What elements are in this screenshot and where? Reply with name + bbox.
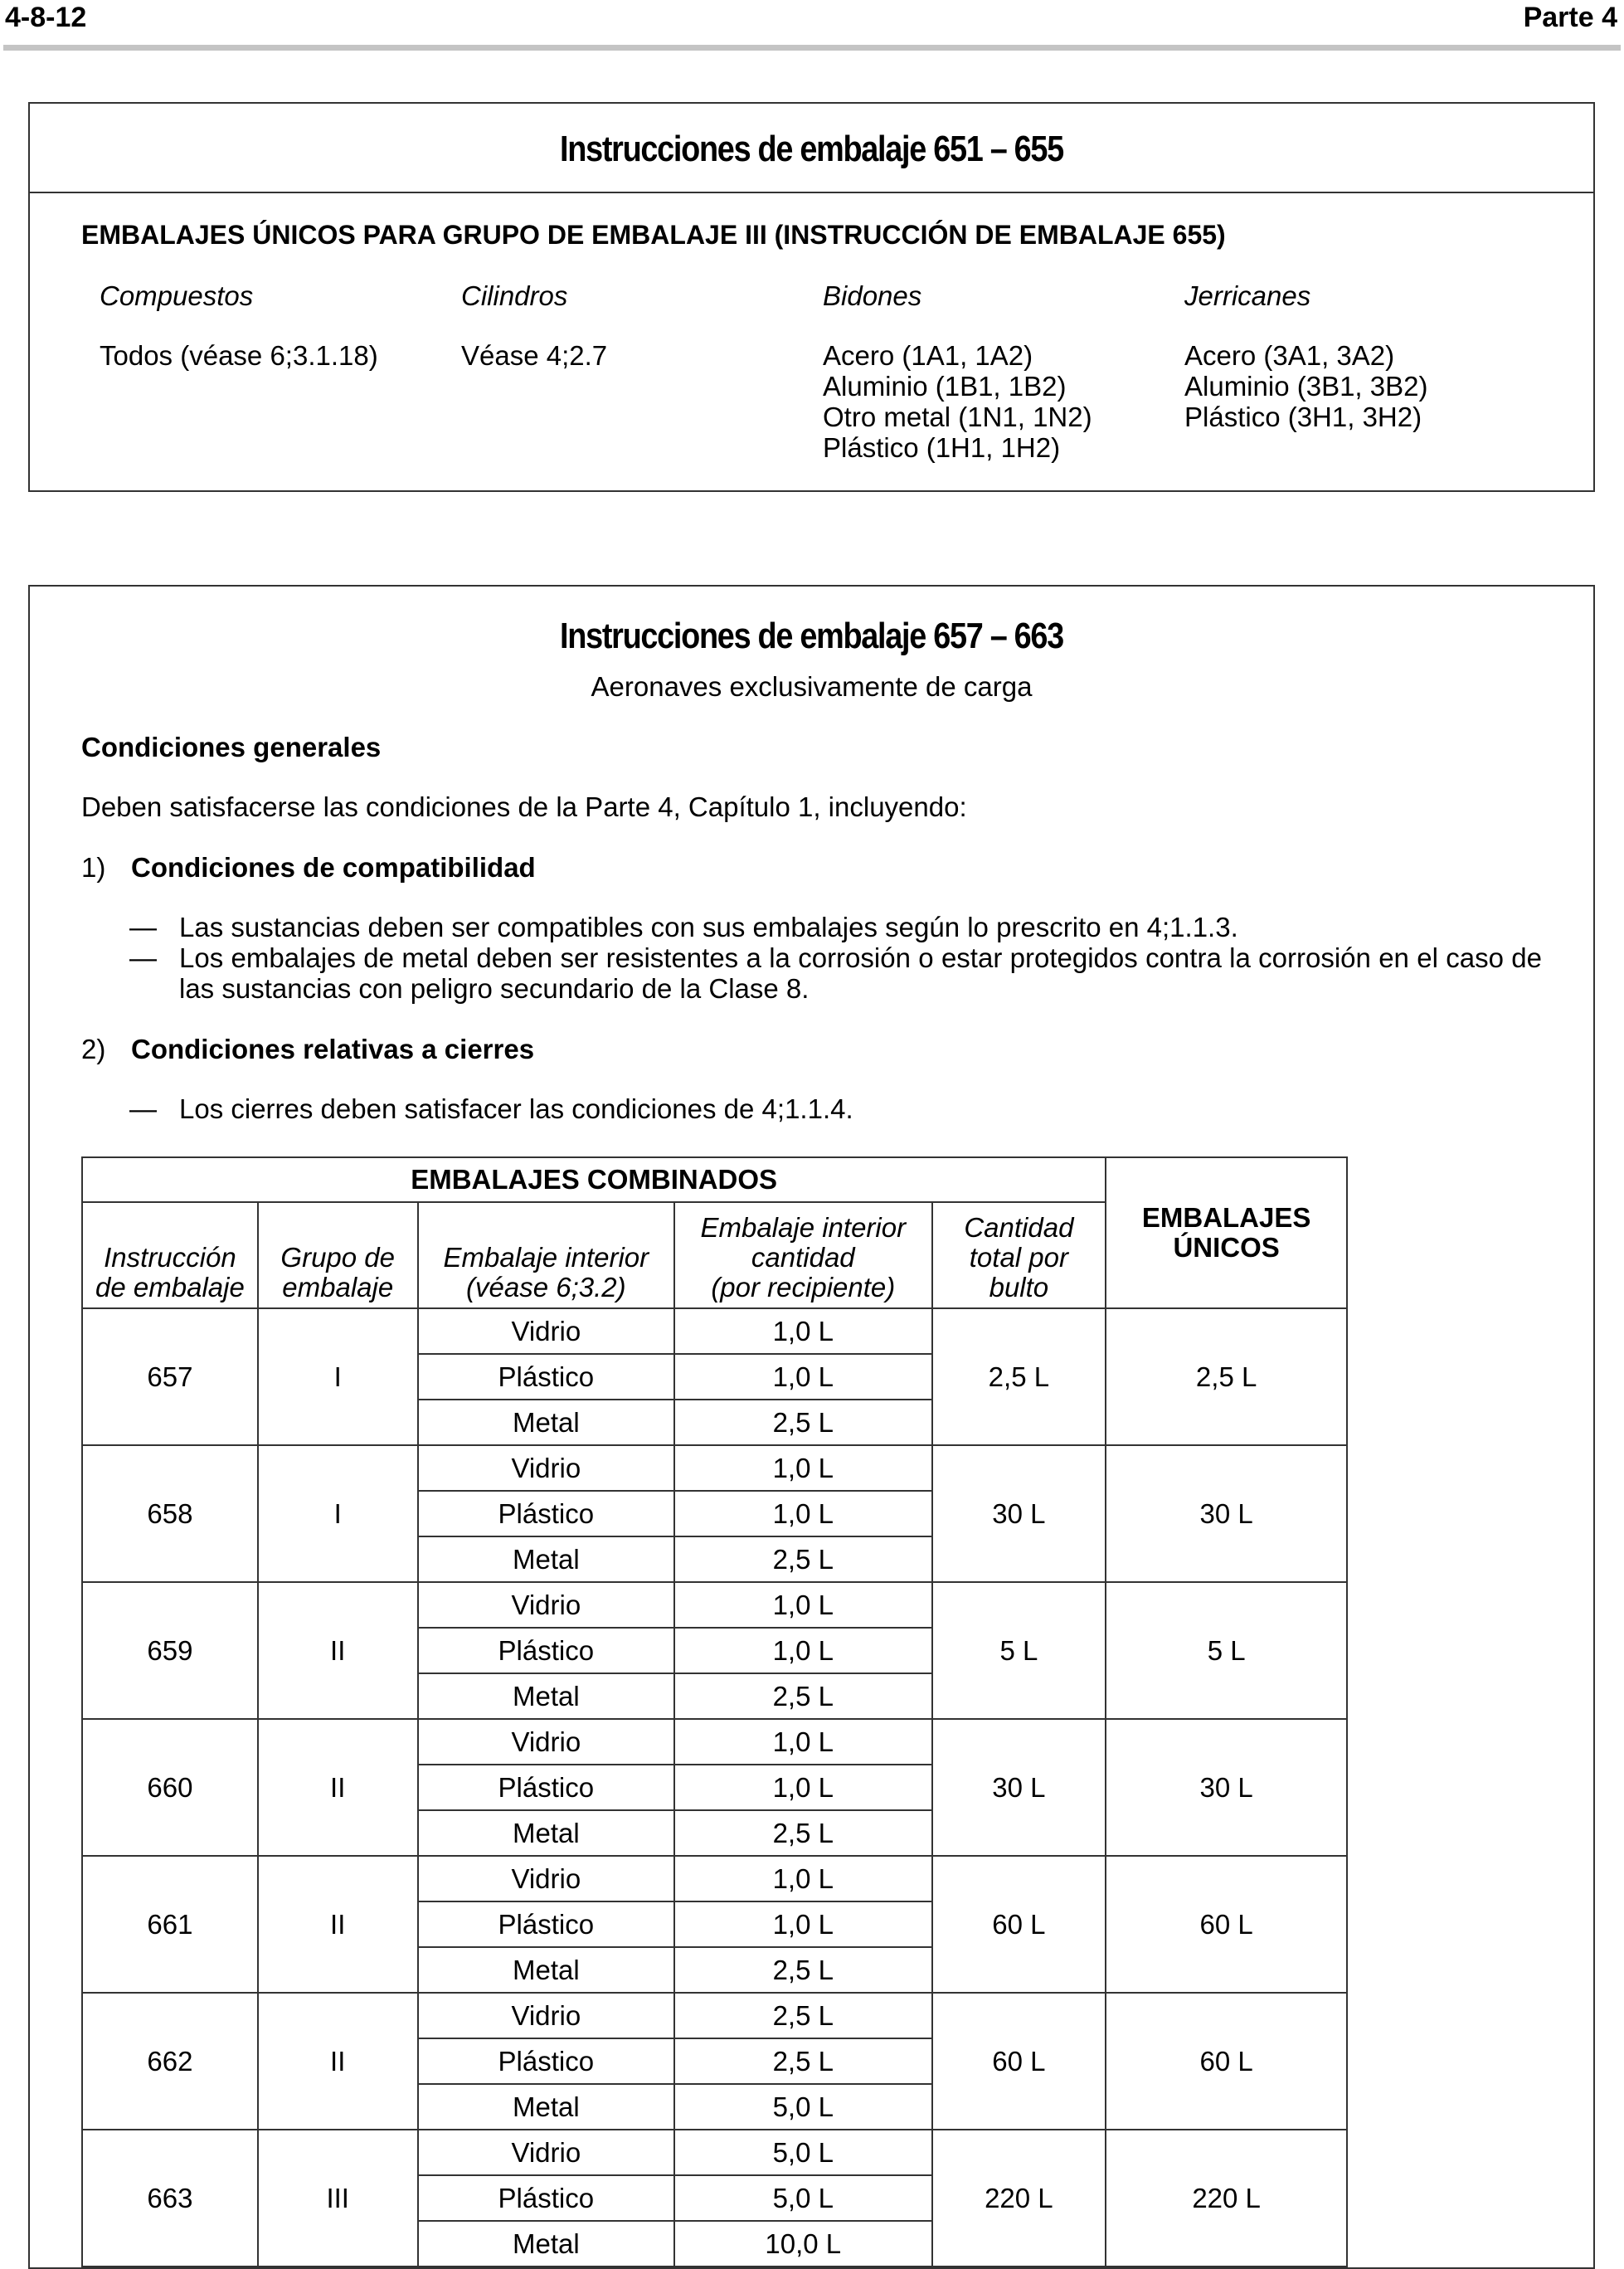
condition-2-heading: Condiciones relativas a cierres [131,1034,535,1064]
table-row [82,1308,1347,1354]
inner-quantity-cell: 2,5 L [674,1400,931,1445]
column-line: Acero (1A1, 1A2) [823,340,1033,371]
column-header: Compuestos [100,280,254,311]
single-packaging-cell: 60 L [1106,1856,1347,1993]
inner-packaging-cell: Plástico [418,2038,674,2084]
header-line: Grupo de [280,1242,396,1273]
condition-item-text: Los cierres deben satisfacer las condiciones de 4;1.1.4. [179,1093,853,1124]
header-line: de embalaje [95,1272,245,1302]
inner-quantity-cell: 5,0 L [674,2130,931,2175]
header-line: cantidad [751,1242,855,1273]
column-jerricanes [1184,280,1427,432]
condition-item-text: Las sustancias deben ser compatibles con sus embalajes según lo prescrito en 4;1.1.3. [179,912,1238,942]
condition-item-text: Los embalajes de metal deben ser resistentes a la corrosión o estar protegidos contra la corrosión en el caso de las sustancias con peligro secundario de la Clase 8. [179,942,1542,1004]
inner-packaging-cell: Metal [418,1536,674,1582]
packing-group-header [258,1202,418,1308]
general-conditions-heading: Condiciones generales [81,732,382,762]
column-line: Plástico (1H1, 1H2) [823,432,1061,463]
table-row [82,2130,1347,2175]
inner-packaging-header [418,1202,674,1308]
packing-instructions-657-663-box [28,585,1595,2269]
packing-instruction-cell: 658 [82,1445,258,1582]
general-conditions-intro: Deben satisfacerse las condiciones de la Parte 4, Capítulo 1, incluyendo: [81,791,967,822]
packing-instruction-cell: 659 [82,1582,258,1719]
single-packaging-cell: 30 L [1106,1445,1347,1582]
page-number: 4-8-12 [5,2,87,33]
total-quantity-cell: 60 L [932,1993,1106,2130]
inner-packaging-cell: Metal [418,1673,674,1719]
total-quantity-cell: 5 L [932,1582,1106,1719]
single-packaging-cell: 30 L [1106,1719,1347,1856]
inner-packaging-cell: Plástico [418,1628,674,1673]
box2-title: Instrucciones de embalaje 657 – 663 [560,616,1063,656]
inner-quantity-cell: 1,0 L [674,1582,931,1628]
column-cilindros [461,280,607,371]
packing-group-cell: I [258,1445,418,1582]
inner-packaging-cell: Metal [418,1400,674,1445]
header-line: Cantidad [964,1212,1074,1243]
inner-quantity-cell: 5,0 L [674,2084,931,2130]
inner-quantity-cell: 1,0 L [674,1856,931,1901]
header-line: Instrucción [104,1242,236,1273]
single-packaging-cell: 60 L [1106,1993,1347,2130]
inner-quantity-cell: 2,5 L [674,1947,931,1993]
total-quantity-cell: 30 L [932,1719,1106,1856]
condition-1-item-1 [129,912,1542,942]
inner-packaging-cell: Plástico [418,2175,674,2221]
single-packaging-cell: 2,5 L [1106,1308,1347,1445]
inner-quantity-cell: 1,0 L [674,1628,931,1673]
packing-instructions-651-655-box [28,102,1595,492]
inner-quantity-cell: 1,0 L [674,1765,931,1810]
box1-title: Instrucciones de embalaje 651 – 655 [560,129,1063,169]
packing-group-cell: II [258,1719,418,1856]
column-line: Todos (véase 6;3.1.18) [100,340,378,371]
dash-bullet: — [129,912,157,942]
table-row [82,1856,1347,1901]
combined-packagings-header: EMBALAJES COMBINADOS [82,1157,1106,1202]
inner-packaging-cell: Vidrio [418,1582,674,1628]
table-row [82,1445,1347,1491]
dash-bullet: — [129,1093,157,1124]
packing-instruction-cell: 660 [82,1719,258,1856]
inner-quantity-cell: 5,0 L [674,2175,931,2221]
inner-quantity-cell: 1,0 L [674,1354,931,1400]
column-header: Cilindros [461,280,568,311]
packing-instruction-cell: 657 [82,1308,258,1445]
inner-packaging-cell: Vidrio [418,1856,674,1901]
inner-packaging-cell: Vidrio [418,1308,674,1354]
inner-quantity-cell: 2,5 L [674,2038,931,2084]
header-line: (véase 6;3.2) [466,1272,626,1302]
table-row [82,1582,1347,1628]
header-line: bulto [989,1272,1049,1302]
single-packaging-cell: 5 L [1106,1582,1347,1719]
table-body [82,1308,1347,2267]
column-line: Plástico (3H1, 3H2) [1184,402,1422,432]
header-line: Embalaje interior [700,1212,907,1243]
inner-packaging-cell: Metal [418,2221,674,2267]
single-packagings-header [1106,1157,1347,1308]
total-quantity-cell: 220 L [932,2130,1106,2267]
inner-packaging-cell: Metal [418,2084,674,2130]
inner-packaging-cell: Plástico [418,1354,674,1400]
column-bidones [823,280,1092,463]
header-line: EMBALAJES [1141,1202,1311,1233]
condition-1-item-2 [129,942,1542,1004]
condition-1-number: 1) [81,852,106,883]
inner-quantity-cell: 1,0 L [674,1901,931,1947]
single-packaging-cell: 220 L [1106,2130,1347,2267]
total-quantity-header [932,1202,1106,1308]
condition-2-number: 2) [81,1034,106,1064]
packing-group-cell: II [258,1993,418,2130]
inner-packaging-cell: Plástico [418,1765,674,1810]
inner-packaging-cell: Vidrio [418,1445,674,1491]
column-compuestos [100,280,378,371]
packing-group-cell: III [258,2130,418,2267]
condition-2-item-1 [129,1093,1542,1124]
total-quantity-cell: 30 L [932,1445,1106,1582]
column-header: Bidones [823,280,922,311]
column-header: Jerricanes [1184,280,1311,311]
part-label: Parte 4 [1523,2,1617,33]
box1-title-bar [30,104,1593,193]
inner-quantity-cell: 2,5 L [674,1673,931,1719]
table-row [82,1993,1347,2038]
packing-group-cell: II [258,1582,418,1719]
total-quantity-cell: 60 L [932,1856,1106,1993]
packing-instruction-cell: 662 [82,1993,258,2130]
inner-quantity-cell: 2,5 L [674,1993,931,2038]
column-line: Aluminio (3B1, 3B2) [1184,371,1428,402]
header-line: (por recipiente) [711,1272,896,1302]
inner-quantity-cell: 1,0 L [674,1491,931,1536]
inner-packaging-cell: Metal [418,1947,674,1993]
packing-instruction-cell: 661 [82,1856,258,1993]
inner-quantity-cell: 1,0 L [674,1445,931,1491]
inner-quantity-cell: 2,5 L [674,1810,931,1856]
packing-group-cell: II [258,1856,418,1993]
header-line: ÚNICOS [1173,1232,1280,1263]
inner-quantity-cell: 1,0 L [674,1719,931,1765]
box2-subtitle: Aeronaves exclusivamente de carga [591,671,1033,702]
column-line: Aluminio (1B1, 1B2) [823,371,1067,402]
inner-packaging-cell: Vidrio [418,1719,674,1765]
column-line: Véase 4;2.7 [461,340,608,371]
inner-packaging-cell: Plástico [418,1901,674,1947]
packing-quantity-table [81,1156,1348,2267]
inner-quantity-cell: 10,0 L [674,2221,931,2267]
packing-instruction-header [82,1202,258,1308]
packing-instruction-cell: 663 [82,2130,258,2267]
total-quantity-cell: 2,5 L [932,1308,1106,1445]
header-line: Embalaje interior [443,1242,649,1273]
inner-packaging-cell: Vidrio [418,1993,674,2038]
packing-group-cell: I [258,1308,418,1445]
column-line: Acero (3A1, 3A2) [1184,340,1395,371]
single-packagings-heading: EMBALAJES ÚNICOS PARA GRUPO DE EMBALAJE III (INSTRUCCIÓN DE EMBALAJE 655) [81,220,1226,250]
header-line: embalaje [282,1272,394,1302]
header-rule [3,45,1621,51]
table-row [82,1719,1347,1765]
inner-packaging-cell: Vidrio [418,2130,674,2175]
condition-1-heading: Condiciones de compatibilidad [131,852,536,883]
header-line: total por [969,1242,1068,1273]
column-line: Otro metal (1N1, 1N2) [823,402,1092,432]
inner-packaging-cell: Metal [418,1810,674,1856]
inner-packaging-cell: Plástico [418,1491,674,1536]
inner-quantity-cell: 2,5 L [674,1536,931,1582]
inner-quantity-cell: 1,0 L [674,1308,931,1354]
inner-quantity-header [674,1202,931,1308]
dash-bullet: — [129,942,157,973]
